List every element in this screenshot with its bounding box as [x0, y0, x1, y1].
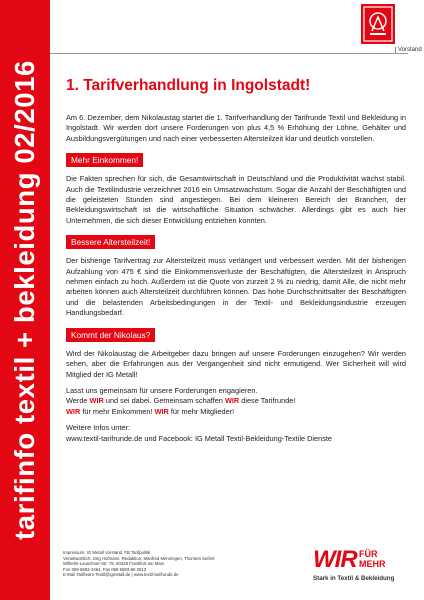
- header-divider: [50, 53, 408, 54]
- ig-metall-logo-icon: [361, 4, 395, 44]
- section-heading: Mehr Einkommen!: [66, 153, 143, 167]
- sidebar-title: tarifinfo textil + bekleidung 02/2016: [9, 60, 40, 540]
- intro-paragraph: Am 6. Dezember, dem Nikolaustag startet die 1. Tarifverhandlung der Tarifrunde Textil und Bekleidung in Ingolstadt. Wir werden dort unsere Forderungen von plus 4,5 % Erhöhung der Löhne, Gehälter und Ausbildungsvergütungen und nach einer verbesserten Altersteilzeit klar und deutlich vorstellen.: [66, 113, 406, 143]
- section-text: Die Fakten sprechen für sich, die Gesamtwirtschaft in Deutschland und die Produktivität wächst stabil. Auch die Textilindustrie verzeichnet 2016 ein Umsatzwachstum. Sogar die Anzahl der Beschäftigten und die geleisteten Stunden sind angestiegen. Bei dem kleineren Bereich der Branchen, der Bekleidungswirtschaft ist die wirtschaftliche Situation schwächer. Allerdings gibt es auch hier Unternehmen, die sich dieser Entwicklung entziehen konnten.: [66, 174, 406, 225]
- wir-highlight: WIR: [154, 406, 169, 416]
- section-altersteilzeit: [66, 226, 406, 318]
- more-info-links[interactable]: www.textil-tarifrunde.de und Facebook: IG Metall Textil-Bekleidung-Textile Dienste: [66, 433, 332, 443]
- imprint-line: Impressum: IG Metall Vorstand, FB Tarifpolitik: [63, 550, 151, 555]
- wir-highlight: WIR: [224, 396, 240, 406]
- more-info-label: Weitere Infos unter:: [66, 423, 130, 433]
- imprint-line: Verantwortlich: Jörg Hofmann, Redaktion: Manfred Menningen, Thorsten Seifert: [63, 555, 215, 561]
- section-nikolaus: [66, 319, 406, 380]
- page-title: 1. Tarifverhandlung in Ingolstadt!: [66, 77, 311, 94]
- closing-line-2: Werde WIR und sei dabei. Gemeinsam schaffen WIR diese Tarifrunde!: [66, 396, 296, 406]
- closing-line-3: WIR für mehr Einkommen! WIR für mehr Mitglieder!: [66, 406, 235, 416]
- wir-highlight: WIR: [89, 396, 104, 406]
- section-einkommen: [66, 144, 406, 226]
- closing-line-1: Lasst uns gemeinsam für unsere Forderungen engagieren.: [66, 385, 258, 395]
- imprint-line: Wilhelm-Leuschner-Str. 79, 60329 Frankfurt am Main: [63, 561, 165, 567]
- section-heading: Kommt der Nikolaus?: [66, 328, 155, 342]
- sidebar-banner: [0, 0, 50, 600]
- wir-highlight: WIR: [66, 406, 81, 416]
- section-heading: Bessere Altersteilzeit!: [66, 235, 155, 249]
- campaign-logo-wir: WIR: [313, 546, 357, 573]
- campaign-logo-fuer: FÜR: [359, 549, 378, 559]
- campaign-logo-mehr: MEHR: [359, 559, 386, 569]
- campaign-logo: [313, 548, 413, 586]
- org-unit-label: Vorstand: [395, 47, 422, 53]
- campaign-slogan: Stark in Textil & Bekleidung: [313, 575, 395, 582]
- section-text: Wird der Nikolaustag die Arbeitgeber dazu bringen auf unsere Forderungen einzugehen? Wir werden sehen, aber die Erfahrungen aus der Vergangenheit sind nicht ermutigend. Wer Sicherheit will wird Mitglied der IG Metall!: [66, 348, 406, 379]
- imprint-line: E-Mail Tarifteam-Textil@igmetall.de | www.textil-tarifrunde.de: [63, 572, 179, 578]
- imprint: [63, 550, 323, 578]
- section-text: Der bisherige Tarifvertrag zur Altersteilzeit muss verlängert und verbessert werden. Mit der bisherigen Aufzahlung von 475 € sind die Einkommensverluste der Beschäftigten, die Altersteilzeit in Anspruch nehmen einfach zu hoch. Außerdem ist die Quote von zurzeit 2 % zu niedrig, damit Alle, die nicht mehr arbeiten können auch Altersteilzeit durchführen können. Das hohe Durchschnittsalter der Beschäftigten und die belastenden Arbeitsbedingungen in der Textil- und Bekleidungsindustrie erzeugen Handlungsbedarf.: [66, 256, 406, 318]
- main-content: [66, 113, 406, 444]
- imprint-line: Fon 069 6693-2464, Fax 069 6693-80 2513: [63, 566, 147, 572]
